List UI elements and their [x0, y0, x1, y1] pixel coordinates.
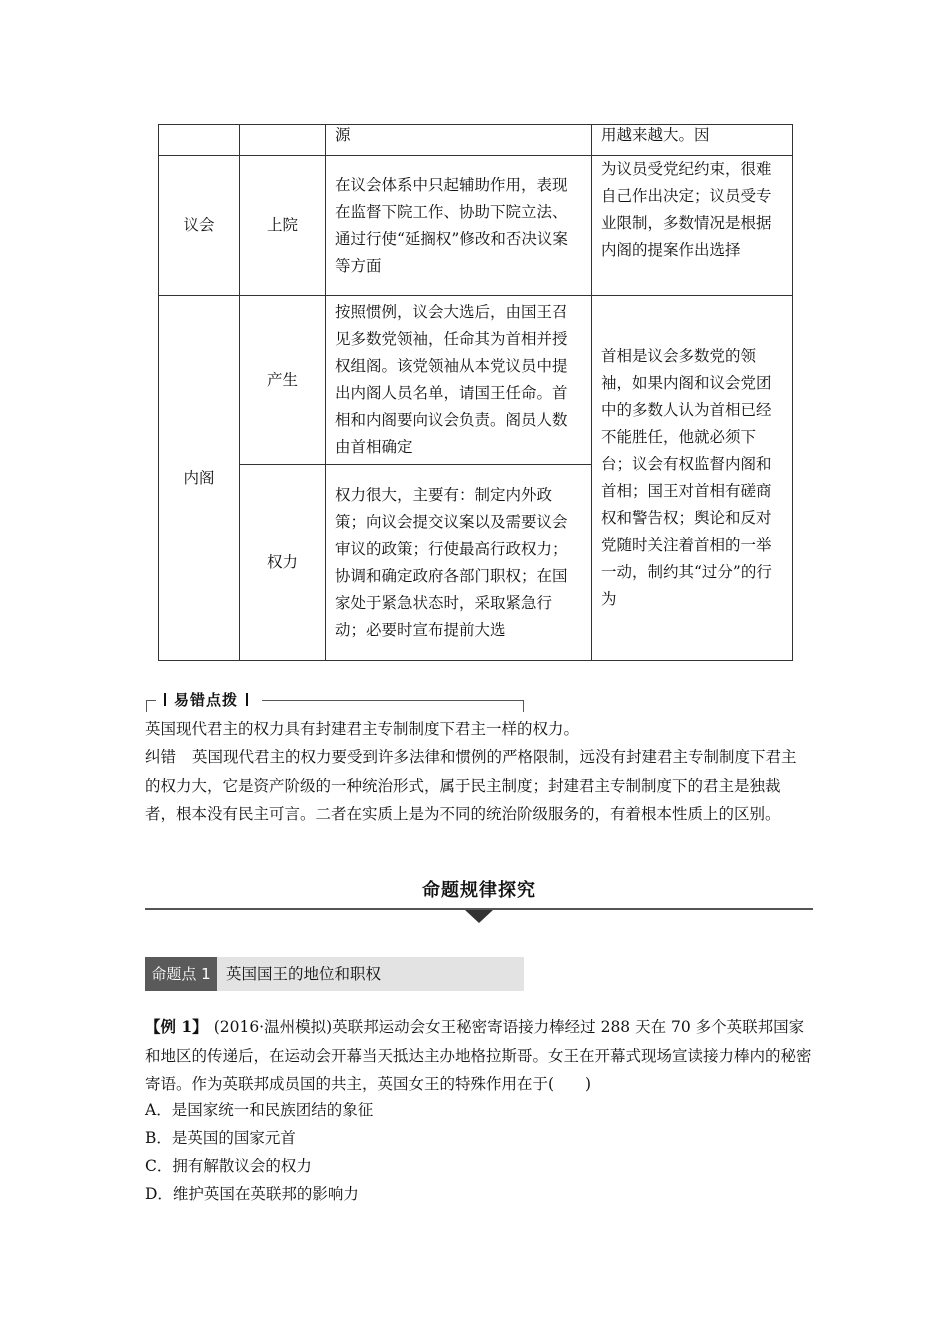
- option-b[interactable]: B．是英国的国家元首: [145, 1129, 296, 1147]
- point-title: 英国国王的地位和职权: [226, 965, 382, 983]
- tip-correction: [145, 743, 810, 829]
- tip-label-text: 易错点拨: [174, 691, 239, 709]
- tip-bar-icon: [164, 693, 166, 706]
- table-cell: 在议会体系中只起辅助作用，表现在监督下院工作、协助下院立法、通过行使“延搁权”修改和否决议案等方面: [326, 156, 592, 296]
- table-cell: 首相是议会多数党的领袖，如果内阁和议会党团中的多数人认为首相已经不能胜任，他就必须下台；议会有权监督内阁和首相；国王对首相有磋商权和警告权；舆论和反对党随时关注着首相的一举一动，制约其“过分”的行为: [592, 296, 793, 661]
- table-cell: 按照惯例，议会大选后，由国王召见多数党领袖，任命其为首相并授权组阁。该党领袖从本党议员中提出内阁人员名单，请国王任命。首相和内阁要向议会负责。阁员人数由首相确定: [326, 296, 592, 465]
- option-d[interactable]: D．维护英国在英联邦的影响力: [145, 1185, 359, 1203]
- example-label: 【例 1】: [145, 1017, 208, 1036]
- table-cell-upper-house: 上院: [240, 156, 326, 296]
- option-c[interactable]: C．拥有解散议会的权力: [145, 1157, 312, 1175]
- example-question: [145, 1013, 813, 1099]
- correction-label: 纠错: [145, 748, 177, 766]
- example-text: (2016·温州模拟)英联邦运动会女王秘密寄语接力棒经过 288 天在 70 多个英联邦国家和地区的传递后，在运动会开幕当天抵达主办地格拉斯哥。女王在开幕式现场宣读接力棒内的秘密寄语。作为英联邦成员国的共主，英国女王的特殊作用在于( ): [145, 1018, 812, 1093]
- section-triangle-icon: [465, 910, 493, 923]
- correction-text: 英国现代君主的权力要受到许多法律和惯例的严格限制，远没有封建君主专制制度下君主的权力大，它是资产阶级的一种统治形式，属于民主制度；封建君主专制制度下的君主是独裁者，根本没有民主可言。二者在实质上是为不同的统治阶级服务的，有着根本性质上的区别。: [145, 748, 797, 823]
- tip-frame-right: [523, 700, 524, 712]
- table-cell-empty: [240, 125, 326, 156]
- table-cell-empty: [159, 125, 240, 156]
- section-title: 命题规律探究: [422, 880, 536, 901]
- table-cell: 权力很大，主要有：制定内外政策；向议会提交议案以及需要议会审议的政策；行使最高行政权力；协调和确定政府各部门职权；在国家处于紧急状态时，采取紧急行动；必要时宣布提前大选: [326, 465, 592, 661]
- table-cell: 源: [326, 125, 592, 156]
- point-tag: 命题点 1: [145, 957, 217, 991]
- table-cell: 为议员受党纪约束，很难自己作出决定；议员受专业限制，多数情况是根据内阁的提案作出选择: [592, 156, 793, 296]
- tip-statement: 英国现代君主的权力具有封建君主专制制度下君主一样的权力。: [145, 720, 580, 738]
- tip-bar-icon: [246, 693, 248, 706]
- comparison-table: [158, 124, 793, 661]
- tip-frame-line: [146, 700, 156, 701]
- tip-label: [158, 689, 254, 710]
- table-cell-parliament: 议会: [159, 156, 240, 296]
- table-cell-power: 权力: [240, 465, 326, 661]
- option-a[interactable]: A．是国家统一和民族团结的象征: [145, 1101, 374, 1119]
- table-cell-cabinet: 内阁: [159, 296, 240, 661]
- tip-frame-left: [146, 700, 147, 712]
- table-cell: 用越来越大。因: [592, 125, 793, 156]
- tip-frame-line: [262, 700, 524, 701]
- table-cell-formation: 产生: [240, 296, 326, 465]
